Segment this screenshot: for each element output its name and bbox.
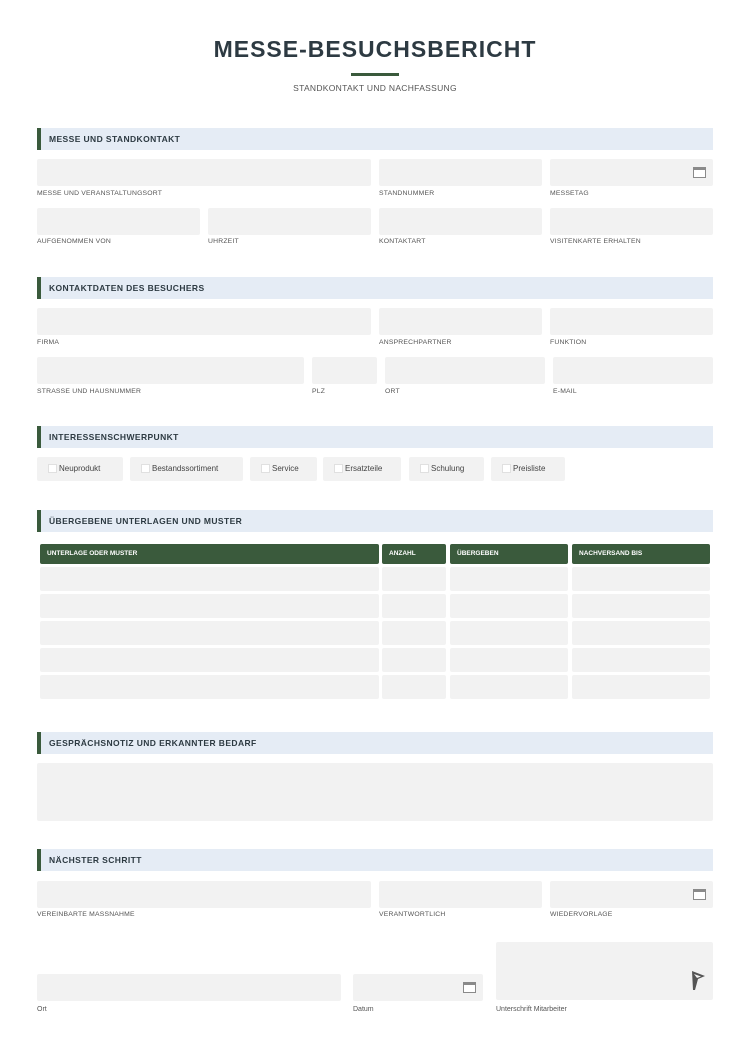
table-header-uebergeben: ÜBERGEBEN xyxy=(450,544,568,564)
ansprechpartner-field[interactable] xyxy=(379,308,542,335)
verantwortlich-field[interactable] xyxy=(379,881,542,908)
signature-datum-field[interactable] xyxy=(353,974,483,1001)
table-header-unterlage: UNTERLAGE ODER MUSTER xyxy=(40,544,379,564)
wiedervorlage-label: WIEDERVORLAGE xyxy=(550,911,613,918)
table-cell[interactable] xyxy=(40,675,379,699)
visitenkarte-label: VISITENKARTE ERHALTEN xyxy=(550,238,641,245)
interest-label: Neuprodukt xyxy=(59,464,101,473)
standnummer-label: STANDNUMMER xyxy=(379,190,435,197)
signature-box[interactable] xyxy=(496,942,713,1000)
interest-label: Schulung xyxy=(431,464,465,473)
table-cell[interactable] xyxy=(382,594,446,618)
aufgenommen-label: AUFGENOMMEN VON xyxy=(37,238,111,245)
interest-option-preisliste[interactable] xyxy=(491,457,565,481)
interest-label: Preisliste xyxy=(513,464,546,473)
interest-option-schulung[interactable] xyxy=(409,457,484,481)
gespraechsnotiz-textarea[interactable] xyxy=(37,763,713,821)
page-title: MESSE-BESUCHSBERICHT xyxy=(213,36,537,62)
messe-ort-field[interactable] xyxy=(37,159,371,186)
aufgenommen-field[interactable] xyxy=(37,208,200,235)
document-header xyxy=(0,36,750,93)
messetag-field[interactable] xyxy=(550,159,713,186)
funktion-label: FUNKTION xyxy=(550,339,587,346)
table-cell[interactable] xyxy=(40,648,379,672)
pen-nib-icon xyxy=(689,970,707,992)
table-cell[interactable] xyxy=(382,621,446,645)
firma-field[interactable] xyxy=(37,308,371,335)
table-cell[interactable] xyxy=(450,567,568,591)
messe-ort-label: MESSE UND VERANSTALTUNGSORT xyxy=(37,190,163,197)
table-cell[interactable] xyxy=(572,567,710,591)
verantwortlich-label: VERANTWORTLICH xyxy=(379,911,446,918)
interest-option-ersatzteile[interactable] xyxy=(323,457,401,481)
table-cell[interactable] xyxy=(572,594,710,618)
kontaktart-label: KONTAKTART xyxy=(379,238,426,245)
table-header-nachversand: NACHVERSAND BIS xyxy=(572,544,710,564)
section-title: ÜBERGEBENE UNTERLAGEN UND MUSTER xyxy=(49,516,243,526)
funktion-field[interactable] xyxy=(550,308,713,335)
table-cell[interactable] xyxy=(572,675,710,699)
section-unterlagen-header xyxy=(37,510,713,532)
checkbox[interactable] xyxy=(141,464,150,473)
table-cell[interactable] xyxy=(40,594,379,618)
section-title: NÄCHSTER SCHRITT xyxy=(49,855,142,865)
checkbox[interactable] xyxy=(261,464,270,473)
table-cell[interactable] xyxy=(450,621,568,645)
table-cell[interactable] xyxy=(572,621,710,645)
uhrzeit-label: UHRZEIT xyxy=(208,238,239,245)
section-title: MESSE UND STANDKONTAKT xyxy=(49,134,181,144)
table-cell[interactable] xyxy=(450,648,568,672)
signature-ort-field[interactable] xyxy=(37,974,341,1001)
interest-label: Bestandssortiment xyxy=(152,464,219,473)
table-cell[interactable] xyxy=(382,567,446,591)
signature-mitarbeiter-label: Unterschrift Mitarbeiter xyxy=(496,1006,567,1013)
strasse-label: STRASSE UND HAUSNUMMER xyxy=(37,388,142,395)
email-field[interactable] xyxy=(553,357,713,384)
table-header-anzahl: ANZAHL xyxy=(382,544,446,564)
interest-option-bestandssortiment[interactable] xyxy=(130,457,243,481)
massnahme-label: VEREINBARTE MASSNAHME xyxy=(37,911,135,918)
section-title: INTERESSENSCHWERPUNKT xyxy=(49,432,179,442)
calendar-icon[interactable] xyxy=(693,889,706,900)
section-kontakt-header xyxy=(37,277,713,299)
signature-datum-label: Datum xyxy=(353,1006,374,1013)
signature-ort-label: Ort xyxy=(37,1006,47,1013)
table-cell[interactable] xyxy=(450,675,568,699)
kontaktart-field[interactable] xyxy=(379,208,542,235)
section-title: KONTAKTDATEN DES BESUCHERS xyxy=(49,283,205,293)
section-interesse-header xyxy=(37,426,713,448)
ort-label: ORT xyxy=(385,388,400,395)
massnahme-field[interactable] xyxy=(37,881,371,908)
strasse-field[interactable] xyxy=(37,357,304,384)
ansprechpartner-label: ANSPRECHPARTNER xyxy=(379,339,452,346)
section-messe-header xyxy=(37,128,713,150)
interest-option-service[interactable] xyxy=(250,457,317,481)
page-subtitle: STANDKONTAKT UND NACHFASSUNG xyxy=(293,83,457,93)
messetag-label: MESSETAG xyxy=(550,190,589,197)
table-cell[interactable] xyxy=(382,675,446,699)
section-notiz-header xyxy=(37,732,713,754)
table-cell[interactable] xyxy=(572,648,710,672)
interest-option-neuprodukt[interactable] xyxy=(37,457,123,481)
table-cell[interactable] xyxy=(382,648,446,672)
checkbox[interactable] xyxy=(48,464,57,473)
table-cell[interactable] xyxy=(40,567,379,591)
checkbox[interactable] xyxy=(334,464,343,473)
wiedervorlage-field[interactable] xyxy=(550,881,713,908)
calendar-icon[interactable] xyxy=(693,167,706,178)
interest-label: Service xyxy=(272,464,299,473)
section-title: GESPRÄCHSNOTIZ UND ERKANNTER BEDARF xyxy=(49,738,257,748)
uhrzeit-field[interactable] xyxy=(208,208,371,235)
checkbox[interactable] xyxy=(420,464,429,473)
plz-field[interactable] xyxy=(312,357,377,384)
checkbox[interactable] xyxy=(502,464,511,473)
standnummer-field[interactable] xyxy=(379,159,542,186)
visitenkarte-field[interactable] xyxy=(550,208,713,235)
table-cell[interactable] xyxy=(40,621,379,645)
section-schritt-header xyxy=(37,849,713,871)
email-label: E-MAIL xyxy=(553,388,577,395)
plz-label: PLZ xyxy=(312,388,326,395)
title-underline xyxy=(351,73,399,76)
firma-label: FIRMA xyxy=(37,339,60,346)
ort-field[interactable] xyxy=(385,357,545,384)
calendar-icon[interactable] xyxy=(463,982,476,993)
interest-label: Ersatzteile xyxy=(345,464,383,473)
table-cell[interactable] xyxy=(450,594,568,618)
